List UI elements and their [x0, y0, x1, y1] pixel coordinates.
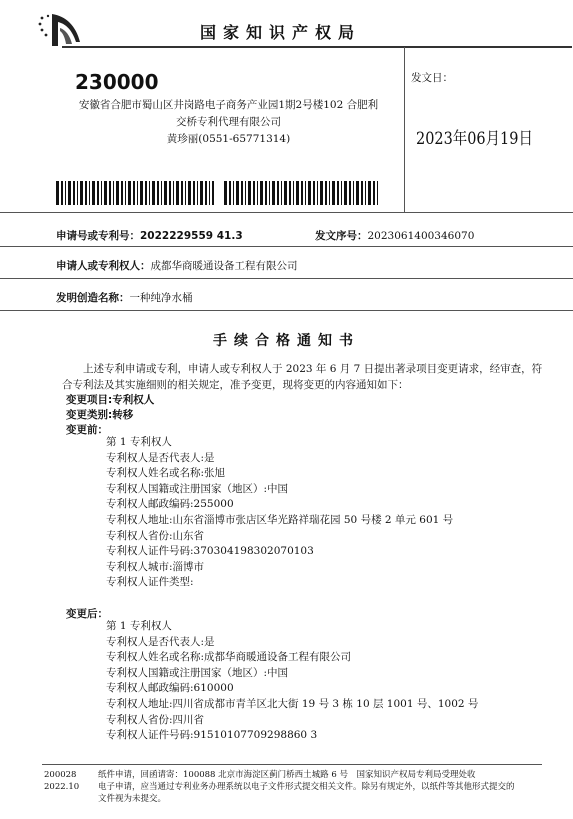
- change-item: 变更项目:专利权人: [66, 394, 155, 406]
- after-label: 变更后：: [66, 608, 108, 620]
- document-number-row: [315, 228, 474, 243]
- row-divider: [0, 246, 573, 247]
- footer-line: 电子申请，应当通过专利业务办理系统以电子文件形式提交相关文件。除另有规定外，以纸件等其他形式提交的: [98, 782, 515, 792]
- header-divider: [62, 46, 572, 48]
- list-item: 专利权人证件号码:370304198302070103: [106, 545, 314, 558]
- list-item: 专利权人邮政编码:255000: [106, 498, 234, 511]
- list-item: 专利权人是否代表人:是: [106, 451, 215, 464]
- form-code-line: 200028: [44, 770, 77, 780]
- list-item: 第 1 专利权人: [106, 620, 172, 632]
- list-item: 专利权人城市:淄博市: [106, 560, 205, 573]
- address-line: 安徽省合肥市蜀山区井岗路电子商务产业园1期2号楼102 合肥利: [78, 99, 379, 111]
- footer-notes: [98, 769, 548, 805]
- before-list: [106, 435, 453, 591]
- notice-paragraph: 上述专利申请或专利，申请人或专利权人于 2023 年 6 月 7 日提出著录项目变更请求，经审查，符合专利法及其实施细则的相关规定，准予变更，现将变更的内容通知如下：: [62, 363, 543, 391]
- form-code-line: 2022.10: [44, 782, 80, 792]
- list-item: 专利权人证件类型:: [106, 576, 194, 589]
- list-item: 专利权人是否代表人:是: [106, 635, 215, 648]
- invention-name: 一种纯净水桶: [129, 292, 193, 304]
- application-number-label: 申请号或专利号：: [56, 230, 140, 242]
- address-line: 交桥专利代理有限公司: [176, 116, 281, 128]
- application-number: 2022229559 41.3: [140, 230, 243, 242]
- barcode-right: [224, 181, 380, 205]
- invention-label: 发明创造名称：: [56, 292, 130, 304]
- applicant-row: [56, 258, 298, 273]
- barcode-left: [56, 181, 214, 205]
- agency-name: 国家知识产权局: [200, 23, 362, 42]
- list-item: 专利权人地址:四川省成都市青羊区北大街 19 号 3 栋 10 层 1001 号、1002 号: [106, 697, 479, 710]
- postcode: 230000: [75, 70, 159, 94]
- list-item: 专利权人省份:四川省: [106, 713, 205, 726]
- list-item: 专利权人地址:山东省淄博市张店区华光路祥瑞花园 50 号楼 2 单元 601 号: [106, 513, 454, 526]
- cnipa-logo-icon: [36, 10, 86, 50]
- issue-date: 2023年06月19日: [416, 129, 533, 149]
- vertical-divider: [404, 47, 405, 213]
- row-divider: [0, 310, 573, 311]
- list-item: 专利权人省份:山东省: [106, 529, 205, 542]
- list-item: 专利权人证件号码:91510107709298860 3: [106, 729, 318, 742]
- list-item: 专利权人国籍或注册国家（地区）:中国: [106, 482, 289, 495]
- applicant-name: 成都华商暖通设备工程有限公司: [150, 260, 298, 272]
- notice-title: 手续合格通知书: [213, 333, 360, 349]
- footer-divider: [42, 764, 542, 765]
- issue-date-label: 发文日：: [411, 72, 453, 84]
- list-item: 专利权人邮政编码:610000: [106, 682, 234, 695]
- list-item: 专利权人国籍或注册国家（地区）:中国: [106, 666, 289, 679]
- row-divider: [0, 278, 573, 279]
- applicant-label: 申请人或专利权人：: [56, 260, 151, 272]
- address-line: 黄珍丽(0551-65771314): [166, 133, 291, 145]
- list-item: 第 1 专利权人: [106, 436, 172, 448]
- list-item: 专利权人姓名或名称:成都华商暖通设备工程有限公司: [106, 651, 352, 664]
- invention-row: [56, 290, 193, 305]
- footer-line: 纸件申请，回函请寄：100088 北京市海淀区蓟门桥西土城路 6 号 国家知识产权局专利局受理处收: [98, 770, 476, 780]
- change-type: 变更类别:转移: [66, 409, 134, 421]
- document-number: 2023061400346070: [367, 230, 475, 242]
- before-label: 变更前：: [66, 424, 108, 436]
- form-code: [44, 769, 79, 793]
- footer-line: 文件视为未提交。: [98, 794, 167, 804]
- recipient-address: [56, 97, 401, 148]
- list-item: 专利权人姓名或名称:张旭: [106, 467, 226, 480]
- after-list: [106, 619, 478, 744]
- document-number-label: 发文序号：: [315, 230, 368, 242]
- section-divider: [0, 212, 573, 213]
- application-number-row: [56, 228, 243, 243]
